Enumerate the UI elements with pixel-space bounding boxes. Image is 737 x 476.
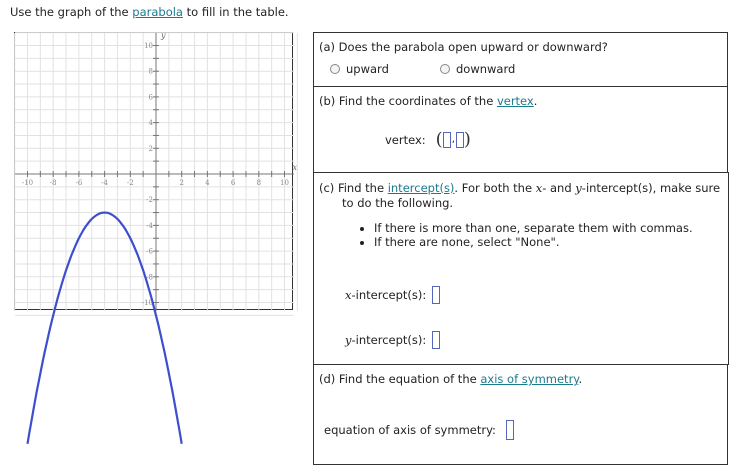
x-intercept-input[interactable] xyxy=(432,286,440,304)
vertex-x-input[interactable] xyxy=(443,132,451,148)
list-item: • If there is more than one, separate them with commas. xyxy=(374,221,693,235)
y-tick-label: -2 xyxy=(146,196,153,205)
radio-circle-icon[interactable] xyxy=(330,64,340,74)
part-c-panel xyxy=(313,172,729,365)
y-intercept-row: y -intercept(s): xyxy=(345,331,440,349)
x-tick-label: -4 xyxy=(101,179,109,187)
vertex-y-input[interactable] xyxy=(456,132,464,148)
x-tick-label: 4 xyxy=(205,179,210,187)
x-tick-label: -6 xyxy=(75,179,83,187)
x-intercept-row: x -intercept(s): xyxy=(345,286,440,304)
comma-separator: , xyxy=(451,134,455,145)
downward-label: downward xyxy=(456,62,516,76)
y-tick-label: 6 xyxy=(148,93,153,102)
x-tick-label: -8 xyxy=(49,179,57,187)
part-a-panel xyxy=(313,32,728,87)
y-tick-label: 4 xyxy=(148,119,153,128)
part-d-panel xyxy=(313,364,728,465)
upward-radio[interactable] xyxy=(330,62,389,76)
axis-of-symmetry-label: equation of axis of symmetry: xyxy=(324,423,496,437)
x-tick-label: 2 xyxy=(179,179,184,187)
vertex-label: vertex: xyxy=(385,132,426,147)
x-axis-label: x xyxy=(292,163,298,172)
instructions-list xyxy=(358,221,693,249)
downward-radio[interactable] xyxy=(440,62,515,76)
part-b-panel xyxy=(313,86,728,173)
x-tick-label: -10 xyxy=(21,179,34,187)
upward-label: upward xyxy=(346,62,389,76)
axis-field-row xyxy=(324,420,514,440)
axis-of-symmetry-link[interactable]: axis of symmetry xyxy=(480,372,579,386)
instructions: Use the graph of the parabola to fill in the table. xyxy=(10,5,289,19)
y-axis-label: y xyxy=(161,30,166,40)
list-item: • If there are none, select "None". xyxy=(374,235,693,249)
y-tick-label: 10 xyxy=(144,42,153,50)
part-a-question: (a) Does the parabola open upward or downward? xyxy=(319,40,608,54)
part-d-question: (d) Find the equation of the axis of symmetry. xyxy=(319,372,583,386)
x-tick-label: 6 xyxy=(230,179,236,187)
vertex-link[interactable]: vertex xyxy=(496,94,534,108)
axis-of-symmetry-input[interactable] xyxy=(506,420,514,440)
vertex-field-row xyxy=(385,129,471,150)
left-paren: ( xyxy=(435,129,443,150)
y-tick-label: -6 xyxy=(146,247,153,256)
y-tick-label: 8 xyxy=(148,67,153,76)
y-tick-label: -4 xyxy=(146,221,153,230)
parabola-link[interactable]: parabola xyxy=(132,5,183,19)
graph-canvas xyxy=(15,30,298,311)
radio-circle-icon[interactable] xyxy=(440,64,450,74)
intercepts-link[interactable]: intercept(s) xyxy=(387,181,455,195)
y-tick-label: -10 xyxy=(141,299,153,307)
y-intercept-input[interactable] xyxy=(432,331,440,349)
x-tick-label: 8 xyxy=(256,179,262,187)
y-tick-label: 2 xyxy=(148,144,153,153)
y-tick-label: -8 xyxy=(146,273,153,282)
x-tick-label: -2 xyxy=(126,179,134,187)
parabola-graph xyxy=(14,30,298,310)
part-c-question: (c) Find the intercept(s). For both the x- and y-intercept(s), make sure to do the following. xyxy=(319,181,721,210)
y-intercept-label: -intercept(s): xyxy=(351,333,427,347)
part-b-question: (b) Find the coordinates of the vertex. xyxy=(319,94,538,108)
x-intercept-label: -intercept(s): xyxy=(351,288,427,302)
x-tick-label: 10 xyxy=(280,179,289,187)
right-paren: ) xyxy=(463,129,471,150)
